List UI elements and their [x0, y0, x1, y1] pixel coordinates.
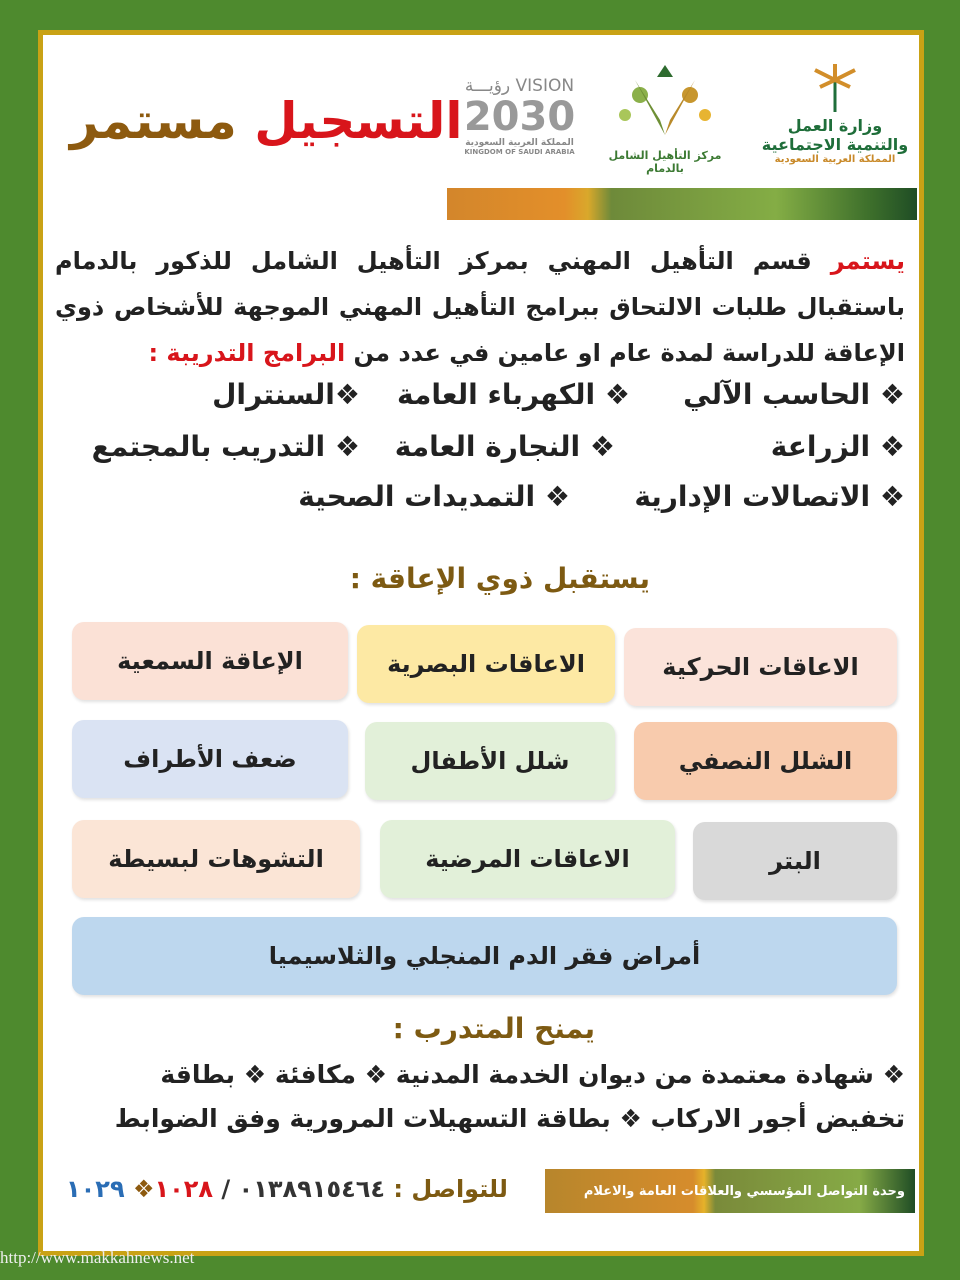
footer-unit-band: وحدة التواصل المؤسسي والعلاقات العامة والاعلام [545, 1169, 915, 1213]
grants-line: ❖ شهادة معتمدة من ديوان الخدمة المدنية ❖ مكافئة ❖ بطاقة [160, 1060, 905, 1089]
watermark-url: http://www.makkahnews.net [0, 1248, 195, 1267]
vision-2030-logo: VISION رؤيـــة 2030 المملكة العربية السعودية KINGDOM OF SAUDI ARABIA [463, 76, 576, 156]
header-color-band [447, 188, 917, 220]
program-item: ❖ الاتصالات الإدارية [634, 480, 905, 513]
contact-info: للتواصل : ٠١٣٨٩١٥٤٦٤ / ١٠٢٨❖ ١٠٢٩ [66, 1175, 508, 1203]
program-item: ❖ الكهرباء العامة [397, 378, 630, 411]
palm-icon [810, 62, 860, 112]
program-item: ❖السنترال [212, 378, 360, 411]
program-item: ❖ النجارة العامة [394, 430, 615, 463]
program-item: ❖ التمديدات الصحية [298, 480, 570, 513]
program-item: ❖ التدريب بالمجتمع [91, 430, 360, 463]
disability-box: الشلل النصفي [634, 722, 897, 800]
grants-line: تخفيض أجور الاركاب ❖ بطاقة التسهيلات المرورية وفق الضوابط [114, 1104, 905, 1133]
people-emblem-icon [610, 60, 720, 145]
intro-paragraph: يستمر قسم التأهيل المهني بمركز التأهيل الشامل للذكور بالدمام باستقبال طلبات الالتحاق ببرامج التأهيل المهني الموجهة للأشخاص ذوي الإعاقة للدراسة لمدة عام او عامين في عدد من البرامج التدريبة : [55, 247, 905, 367]
program-item: ❖ الزراعة [770, 430, 905, 463]
disability-box: الاعاقات البصرية [357, 625, 615, 703]
disability-box: الإعاقة السمعية [72, 622, 348, 700]
disability-box: الاعاقات المرضية [380, 820, 675, 898]
disability-box: ضعف الأطراف [72, 720, 348, 798]
disability-box: الاعاقات الحركية [624, 628, 897, 706]
grants-heading: يمنح المتدرب : [392, 1012, 595, 1045]
disabilities-heading: يستقبل ذوي الإعاقة : [349, 562, 650, 595]
disability-box: البتر [693, 822, 897, 900]
program-item: ❖ الحاسب الآلي [683, 378, 905, 411]
disability-box-wide: أمراض فقر الدم المنجلي والثلاسيميا [72, 917, 897, 995]
disability-box: شلل الأطفال [365, 722, 615, 800]
rehab-center-logo: مركز التأهيل الشامل بالدمام [600, 60, 730, 175]
ministry-logo: وزارة العمل والتنمية الاجتماعية المملكة العربية السعودية [755, 62, 915, 165]
disability-box: التشوهات لبسيطة [72, 820, 360, 898]
poster-title: التسجيل مستمر [70, 92, 463, 150]
